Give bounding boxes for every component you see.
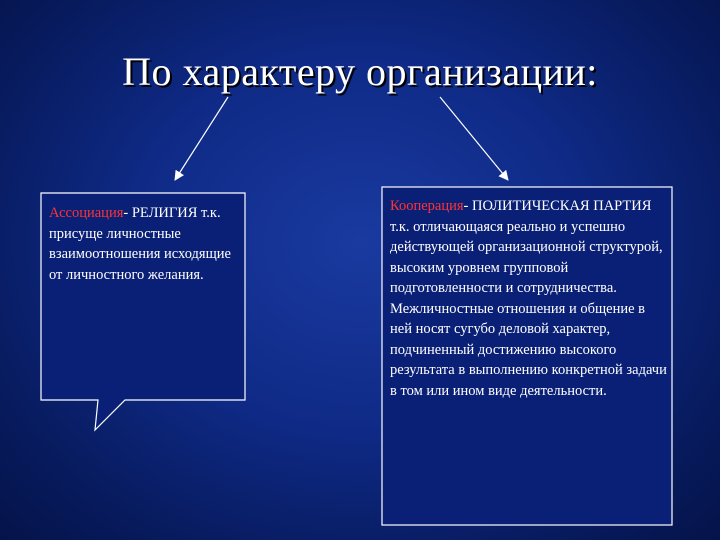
slide-title: По характеру организации:	[122, 49, 598, 94]
arrow-left	[175, 97, 228, 180]
left-box-description: - РЕЛИГИЯ т.к. присуще личностные взаимоотношения исходящие от личностного желания.	[49, 205, 231, 283]
right-box-text	[390, 196, 670, 401]
left-box-text	[49, 203, 241, 285]
arrow-right	[440, 97, 508, 180]
right-box-term: Кооперация	[390, 198, 464, 214]
right-box-description: - ПОЛИТИЧЕСКАЯ ПАРТИЯ т.к. отличающаяся реально и успешно действующей организационной структурой, высоким уровнем групповой подготовленности и сотрудничества. Межличностные отношения и общение в ней носят сугубо деловой характер, подчиненный достижению высокого результата в выполнению конкретной задачи в том или ином виде деятельности.	[390, 198, 667, 399]
left-box-term: Ассоциация	[49, 205, 124, 221]
